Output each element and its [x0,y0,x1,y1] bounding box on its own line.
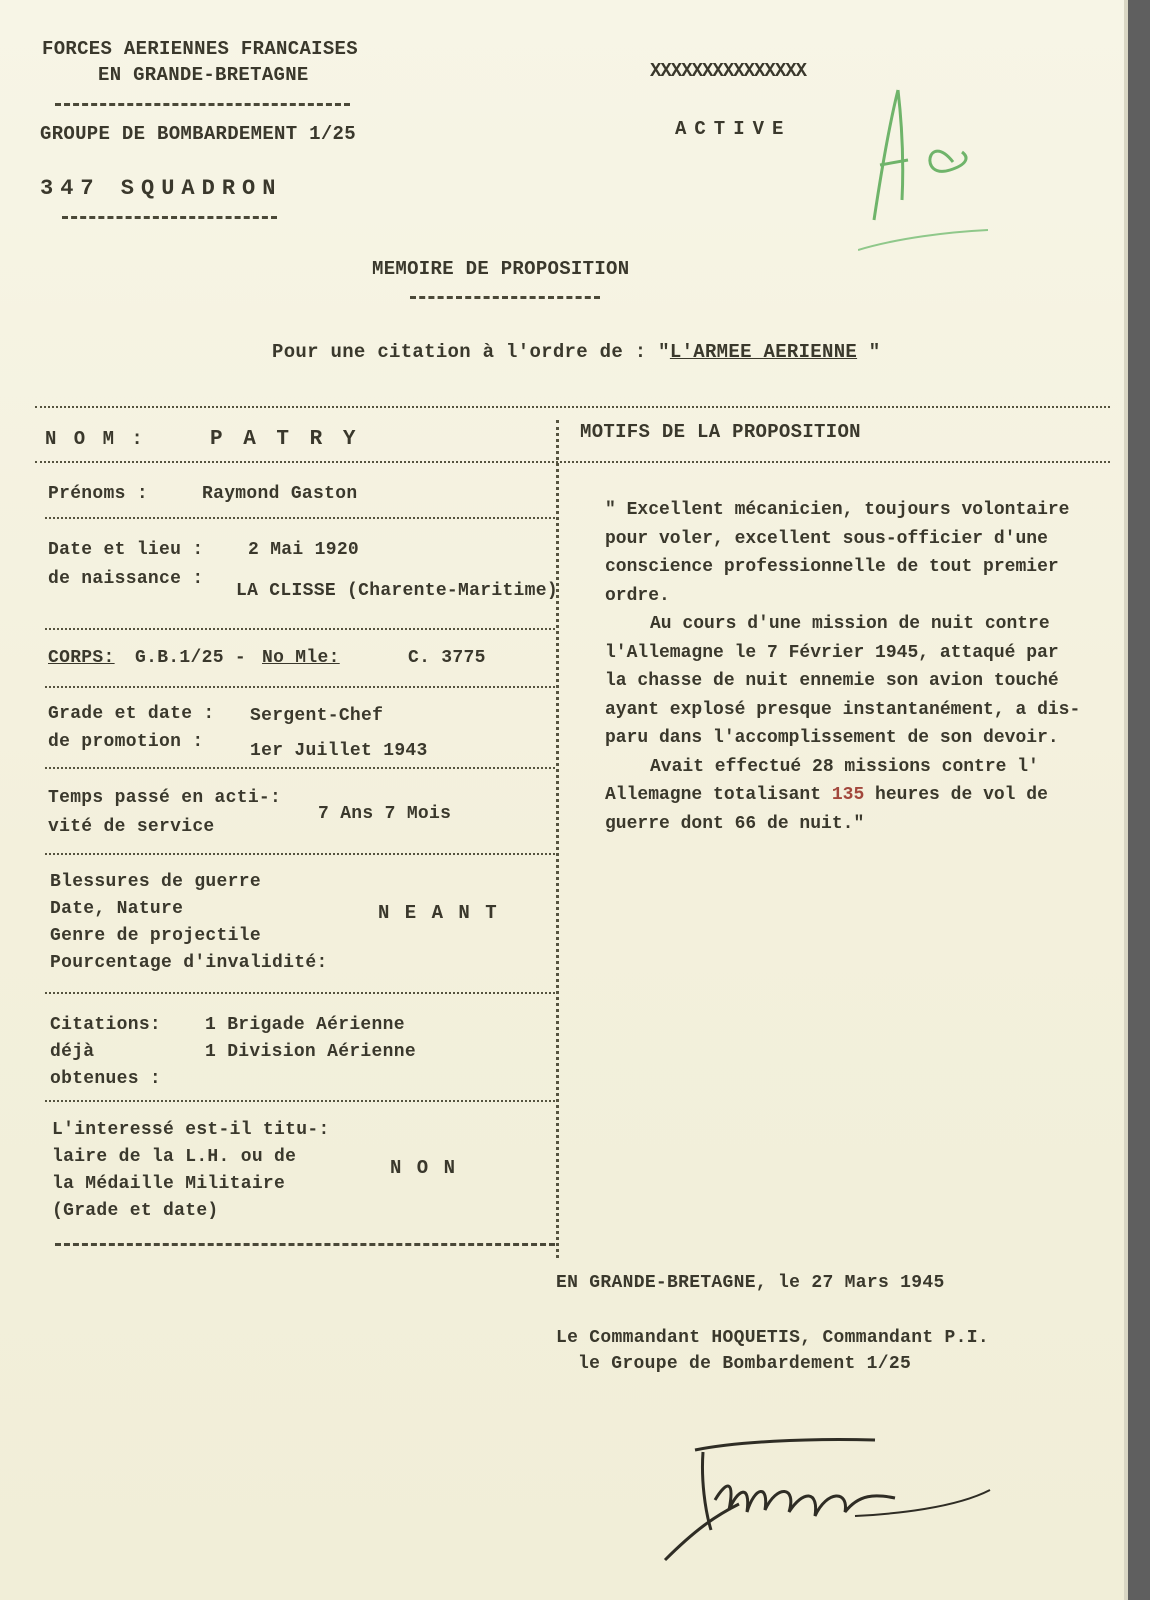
groupe-line: GROUPE DE BOMBARDEMENT 1/25 [40,123,356,145]
row-divider [45,517,555,519]
naissance-label-1: Date et lieu : [48,540,204,560]
naissance-date: 2 Mai 1920 [248,540,360,560]
grade-value: Sergent-Chef [250,706,384,726]
divider [410,296,600,299]
nom-label: N O M : [45,428,146,450]
temps-value: 7 Ans 7 Mois [318,804,452,824]
promotion-date: 1er Juillet 1943 [250,741,428,761]
corps-label: CORPS: [48,648,115,668]
row-divider [45,628,555,630]
matricule-value: C. 3775 [408,648,486,668]
motif-line: ayant explosé presque instantanément, a dis- [605,699,1081,720]
blessures-label-2: Date, Nature [50,899,184,919]
citation-subtitle: Pour une citation à l'ordre de : "L'ARMEE AERIENNE " [272,341,881,363]
nom-value: P A T R Y [210,428,360,451]
corps-value: G.B.1/25 - [135,648,247,668]
signature [655,1420,995,1570]
column-separator [556,420,559,1258]
place-date: EN GRANDE-BRETAGNE, le 27 Mars 1945 [556,1273,945,1293]
table-header-line [35,461,1110,463]
document-title: MEMOIRE DE PROPOSITION [372,258,630,280]
temps-label-2: vité de service [48,817,215,837]
motif-line: conscience professionnelle de tout premier [605,557,1059,577]
matricule-label: No Mle: [262,648,340,668]
status-stamp: ACTIVE [675,118,792,140]
grade-label-2: de promotion : [48,732,204,752]
prenoms-value: Raymond Gaston [202,484,358,504]
row-divider [45,767,555,769]
handwritten-annotation [858,70,988,255]
motif-line: ordre. [605,585,670,606]
squadron-line: 347 SQUADRON [40,176,283,201]
citation-target: L'ARMEE AERIENNE [669,341,858,363]
grade-label-1: Grade et date : [48,704,215,724]
motif-line: paru dans l'accomplissement de son devoir. [605,728,1059,748]
motif-line: la chasse de nuit ennemie son avion touché [605,671,1059,691]
motif-line: l'Allemagne le 7 Février 1945, attaqué par [605,642,1059,663]
lh-value: N O N [390,1157,458,1179]
motifs-text [605,496,1105,838]
scan-border [1128,0,1150,1600]
citations-label-2: déjà [50,1042,95,1062]
citations-label-1: Citations: [50,1015,162,1035]
motif-line: Au cours d'une mission de nuit contre [650,614,1050,634]
citations-label-3: obtenues : [50,1069,162,1089]
org-line-2: EN GRANDE-BRETAGNE [98,64,309,86]
row-divider [45,853,555,855]
motif-line: " Excellent mécanicien, toujours volontaire [605,500,1070,520]
divider [55,103,350,106]
citation-2: 1 Division Aérienne [205,1042,416,1062]
motifs-heading: MOTIFS DE LA PROPOSITION [580,421,861,443]
blessures-value: N E A N T [378,902,499,924]
struck-out-line: XXXXXXXXXXXXXXX [650,60,807,82]
blessures-label-1: Blessures de guerre [50,872,261,892]
naissance-lieu: LA CLISSE (Charente-Maritime) [236,581,558,601]
divider [62,216,277,219]
naissance-label-2: de naissance : [48,569,204,589]
prenoms-label: Prénoms : [48,484,148,504]
motif-line: guerre dont 66 de nuit." [605,813,865,834]
hours-value: 135 [831,785,865,805]
commandant-line-1: Le Commandant HOQUETIS, Commandant P.I. [556,1328,989,1348]
lh-label-3: la Médaille Militaire [52,1174,286,1194]
org-line-1: FORCES AERIENNES FRANCAISES [42,38,358,60]
row-divider [45,992,555,994]
table-bottom-line [55,1243,555,1246]
motif-line: Allemagne totalisant 135 heures de vol de [605,785,1048,805]
temps-label-1: Temps passé en acti-: [48,788,282,808]
lh-label-1: L'interessé est-il titu-: [52,1120,330,1140]
motif-line: pour voler, excellent sous-officier d'une [605,528,1048,549]
lh-label-4: (Grade et date) [52,1201,219,1221]
row-divider [45,686,555,688]
motif-line: Avait effectué 28 missions contre l' [650,756,1039,777]
row-divider [45,1100,555,1102]
table-top-line [35,406,1110,408]
commandant-line-2: le Groupe de Bombardement 1/25 [578,1354,912,1374]
blessures-label-3: Genre de projectile [50,926,261,946]
blessures-label-4: Pourcentage d'invalidité: [50,953,328,973]
lh-label-2: laire de la L.H. ou de [52,1147,297,1167]
citation-1: 1 Brigade Aérienne [205,1015,405,1035]
